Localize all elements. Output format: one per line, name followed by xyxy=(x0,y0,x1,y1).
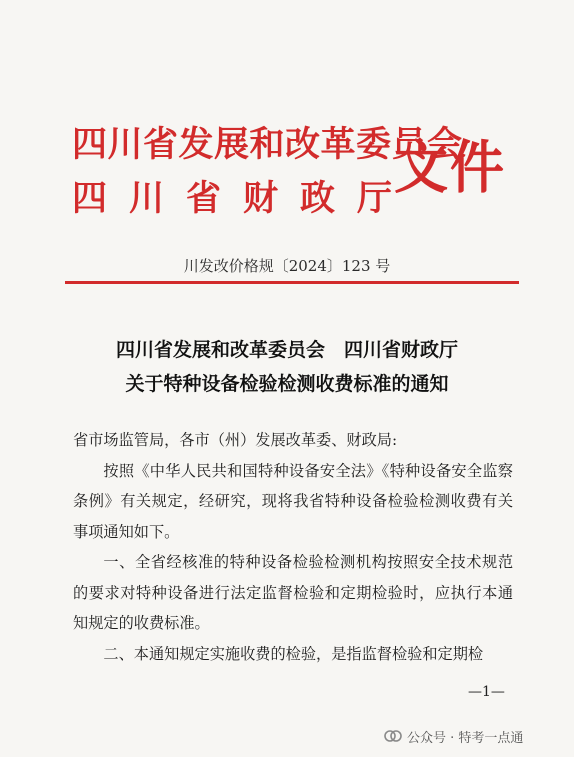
paragraph-1: 按照《中华人民共和国特种设备安全法》《特种设备安全监察条例》有关规定，经研究，现将我省特种设备检验检测收费有关事项通知如下。 xyxy=(73,461,513,541)
red-divider xyxy=(65,281,519,284)
notice-body xyxy=(73,425,513,669)
title-line-1: 四川省发展和改革委员会 四川省财政厅 xyxy=(115,339,458,361)
watermark-text: 公众号 · 特考一点通 xyxy=(407,730,524,746)
paragraph-2: 一、全省经核准的特种设备检验检测机构按照安全技术规范的要求对特种设备进行法定监督检验和定期检验时，应执行本通知规定的收费标准。 xyxy=(73,553,513,632)
document-number: 川发改价格规〔2024〕123 号 xyxy=(183,257,391,275)
issuer-name-2: 四川省财政厅 xyxy=(72,179,415,219)
document-type-label: 文件 xyxy=(394,133,506,201)
document-header xyxy=(72,116,572,226)
paragraph-3: 二、本通知规定实施收费的检验，是指监督检验和定期检 xyxy=(103,644,484,663)
salutation: 省市场监管局，各市（州）发展改革委、财政局: xyxy=(73,431,398,449)
watermark xyxy=(384,725,523,747)
page-number: —1— xyxy=(468,684,505,700)
wechat-official-account-icon xyxy=(384,728,402,744)
issuer-name-1: 四川省发展和改革委员会 xyxy=(72,125,463,165)
notice-title xyxy=(0,333,574,401)
title-line-2: 关于特种设备检验检测收费标准的通知 xyxy=(125,373,449,395)
